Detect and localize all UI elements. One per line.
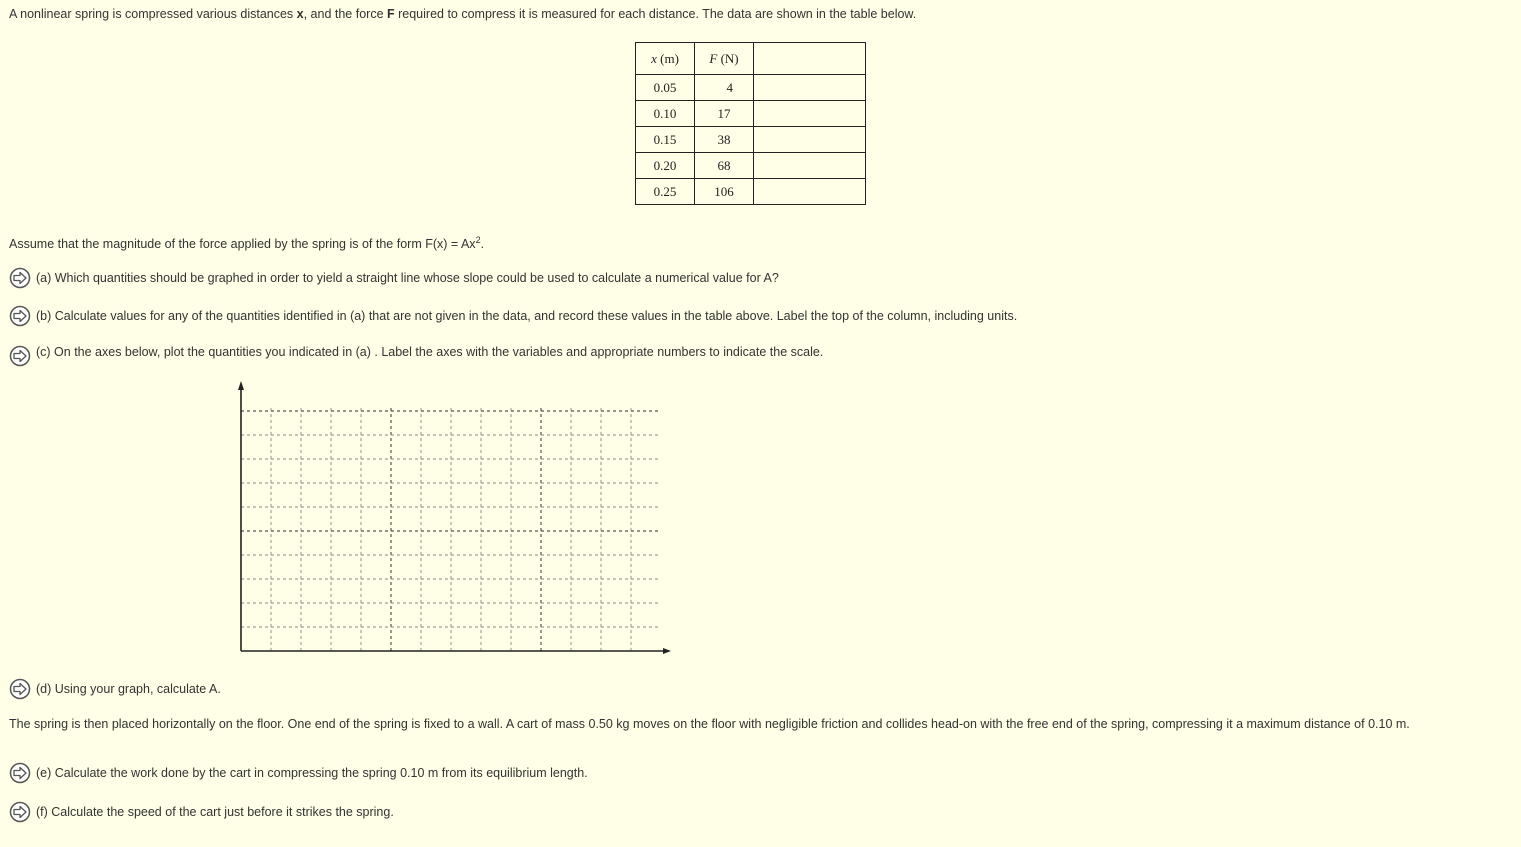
cell-x: 0.05: [636, 75, 695, 101]
question-a: [9, 267, 779, 289]
y-axis-arrowhead: [238, 381, 244, 390]
intro-text: [9, 7, 916, 21]
question-b: [9, 305, 1017, 327]
table-row: [636, 127, 866, 153]
arrow-right-circle-icon[interactable]: [9, 801, 31, 823]
blank-graph-grid[interactable]: [232, 378, 672, 660]
arrow-right-circle-icon[interactable]: [9, 267, 31, 289]
table-header-row: [636, 43, 866, 75]
cell-f: 17: [695, 101, 754, 127]
arrow-right-circle-icon[interactable]: [9, 305, 31, 327]
cell-blank[interactable]: [754, 179, 866, 205]
question-b-text: (b) Calculate values for any of the quantities identified in (a) that are not given in the data, and record these values in the table above. Label the top of the column, including units.: [36, 309, 1018, 323]
cell-x: 0.10: [636, 101, 695, 127]
arrow-right-circle-icon[interactable]: [9, 345, 31, 367]
cell-f: 68: [695, 153, 754, 179]
arrow-right-circle-icon[interactable]: [9, 678, 31, 700]
intro-part2: , and the force: [303, 7, 387, 21]
x-axis-arrowhead: [663, 648, 671, 654]
cell-blank[interactable]: [754, 153, 866, 179]
cell-blank[interactable]: [754, 127, 866, 153]
table-row: [636, 101, 866, 127]
table-row: [636, 179, 866, 205]
cell-x: 0.15: [636, 127, 695, 153]
cell-blank[interactable]: [754, 75, 866, 101]
exponent: 2: [475, 235, 481, 245]
question-d: [9, 678, 221, 700]
cell-f: 4: [695, 75, 754, 101]
question-f-text: (f) Calculate the speed of the cart just before it strikes the spring.: [36, 805, 394, 819]
intro-part1: A nonlinear spring is compressed various distances: [9, 7, 297, 21]
cell-x: 0.25: [636, 179, 695, 205]
question-a-text: (a) Which quantities should be graphed in order to yield a straight line whose slope could be used to calculate a numerical value for A?: [36, 271, 779, 285]
question-c: [9, 344, 823, 367]
assumption-text: Assume that the magnitude of the force applied by the spring is of the form $F(x) = Ax^2$.: [9, 235, 485, 252]
header-blank[interactable]: [754, 43, 866, 75]
header-f: F (N): [695, 43, 754, 75]
question-d-text: (d) Using your graph, calculate A.: [36, 682, 221, 696]
intro-f-variable: F: [387, 7, 395, 21]
intro-part3: required to compress it is measured for each distance. The data are shown in the table below.: [394, 7, 917, 21]
cell-blank[interactable]: [754, 101, 866, 127]
cell-f: 38: [695, 127, 754, 153]
table-row: [636, 75, 866, 101]
cell-f: 106: [695, 179, 754, 205]
question-e: [9, 762, 588, 784]
scenario-text: The spring is then placed horizontally on the floor. One end of the spring is fixed to a wall. A cart of mass 0.50 kg moves on the floor with negligible friction and collides head-on with the free end of the spring, compressing it a maximum distance of 0.10 m.: [9, 717, 1410, 731]
question-e-text: (e) Calculate the work done by the cart in compressing the spring 0.10 m from its equilibrium length.: [36, 766, 588, 780]
question-f: [9, 801, 394, 823]
intro-x-variable: x: [296, 7, 304, 21]
question-c-text: (c) On the axes below, plot the quantities you indicated in (a) . Label the axes with the variables and appropriate numbers to indicate the scale.: [36, 345, 824, 359]
header-x: x (m): [636, 43, 695, 75]
table-row: [636, 153, 866, 179]
arrow-right-circle-icon[interactable]: [9, 762, 31, 784]
data-table: [635, 42, 866, 205]
cell-x: 0.20: [636, 153, 695, 179]
